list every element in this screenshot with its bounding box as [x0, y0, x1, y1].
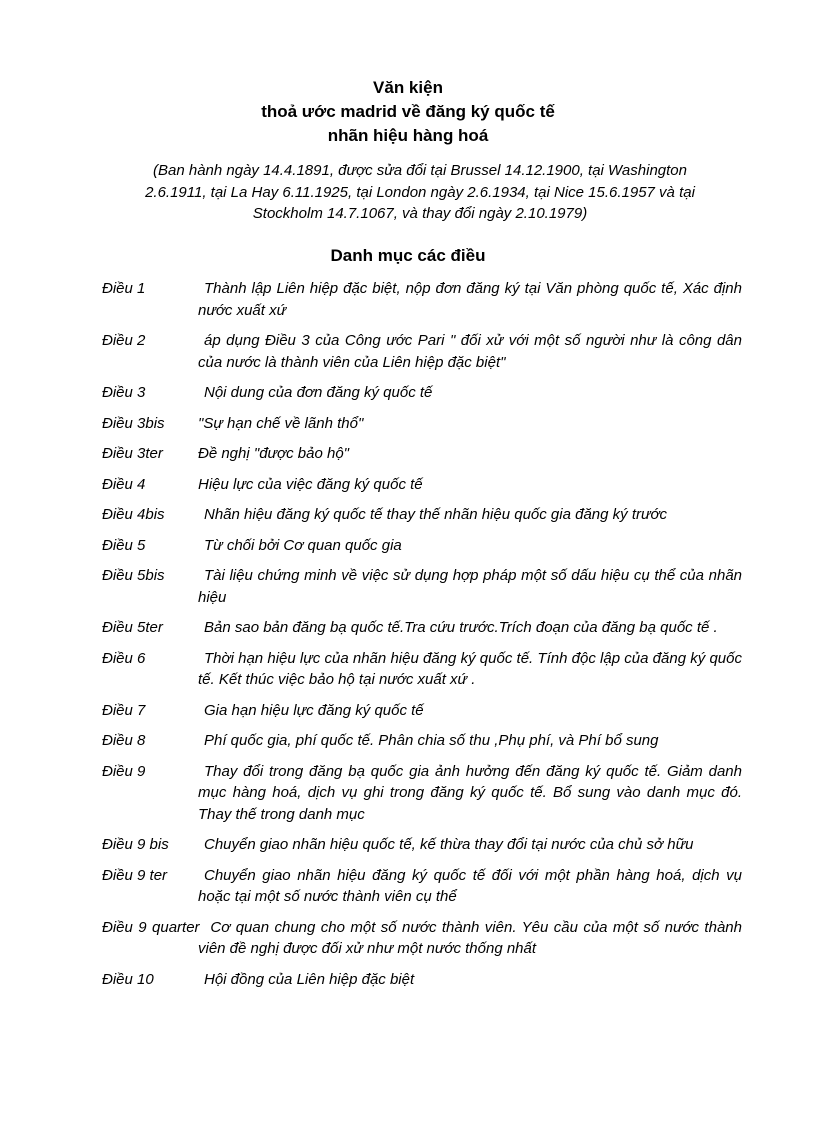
toc-row	[102, 834, 742, 856]
article-number: Điều 2	[102, 332, 146, 349]
toc-row	[102, 278, 742, 321]
toc-row	[102, 413, 742, 435]
article-number: Điều 8	[102, 732, 146, 749]
article-number: Điều 3	[102, 384, 146, 401]
article-number: Điều 5	[102, 536, 146, 554]
article-number: Điều 3bis	[102, 414, 165, 432]
article-number: Điều 4	[102, 475, 146, 493]
article-title: "Sự hạn chế về lãnh thổ"	[198, 414, 364, 432]
article-number: Điều 6	[102, 649, 146, 667]
article-number: Điều 9 bis	[102, 836, 169, 853]
article-title: Chuyển giao nhãn hiệu quốc tế, kế thừa thay đổi tại nước của chủ sở hữu	[204, 836, 694, 853]
toc-row	[102, 504, 742, 526]
toc-row	[102, 565, 742, 608]
article-title: Phí quốc gia, phí quốc tế. Phân chia số thu ,Phụ phí, và Phí bổ sung	[204, 732, 659, 749]
article-title: Hội đồng của Liên hiệp đặc biệt	[204, 970, 415, 988]
toc-row	[102, 443, 742, 465]
article-number: Điều 10	[102, 970, 154, 988]
toc-row	[102, 382, 742, 404]
article-title: áp dụng Điều 3 của Công ước Pari " đối xử với một số người như là công dân của nước là thành viên của Liên hiệp đặc biệt"	[198, 332, 742, 371]
article-title: Chuyển giao nhãn hiệu đăng ký quốc tế đối với một phần hàng hoá, dịch vụ hoặc tại một số nước thành viên cụ thể	[198, 866, 742, 905]
article-number: Điều 4bis	[102, 506, 165, 523]
article-title: Đề nghị "được bảo hộ"	[198, 445, 349, 462]
article-number: Điều 5bis	[102, 567, 165, 584]
article-title: Nhãn hiệu đăng ký quốc tế thay thế nhãn hiệu quốc gia đăng ký trước	[204, 506, 668, 523]
document-subtitle	[100, 160, 740, 225]
title-line-1: Văn kiện	[373, 78, 443, 97]
article-number: Điều 5ter	[102, 619, 163, 636]
article-number: Điều 7	[102, 701, 146, 719]
article-number: Điều 3ter	[102, 445, 163, 462]
toc-row	[102, 330, 742, 373]
article-number: Điều 9	[102, 762, 146, 780]
article-title: Thay đổi trong đăng bạ quốc gia ảnh hưởng đến đăng ký quốc tế. Giảm danh mục hàng hoá, dịch vụ ghi trong đăng ký quốc tế. Bổ sung vào danh mục đó. Thay thế trong danh mục	[198, 762, 742, 823]
toc-row	[102, 617, 742, 639]
article-number: Điều 9 quarter	[102, 918, 200, 936]
article-title	[102, 917, 742, 960]
article-number: Điều 1	[102, 280, 146, 297]
article-title-text: Cơ quan chung cho một số nước thành viên. Yêu cầu của một số nước thành viên đề nghị được đối xử như một nước thống nhất	[198, 918, 742, 957]
article-title: Hiệu lực của việc đăng ký quốc tế	[198, 475, 423, 493]
article-number: Điều 9 ter	[102, 866, 168, 884]
toc-row	[102, 917, 742, 960]
article-title: Bản sao bản đăng bạ quốc tế.Tra cứu trước.Trích đoạn của đăng bạ quốc tế .	[204, 619, 718, 636]
article-title: Từ chối bởi Cơ quan quốc gia	[204, 536, 402, 554]
toc-list	[102, 278, 742, 999]
toc-row	[102, 535, 742, 557]
title-line-2: thoả ước madrid về đăng ký quốc tế	[261, 102, 555, 121]
toc-row	[102, 648, 742, 691]
toc-heading: Danh mục các điều	[330, 246, 486, 265]
article-title: Gia hạn hiệu lực đăng ký quốc tế	[204, 701, 424, 719]
document-title	[0, 76, 816, 148]
toc-row	[102, 474, 742, 496]
toc-row	[102, 761, 742, 826]
toc-row	[102, 865, 742, 908]
article-title: Tài liệu chứng minh về việc sử dụng hợp pháp một số dấu hiệu cụ thể của nhãn hiệu	[198, 567, 742, 606]
toc-row	[102, 730, 742, 752]
toc-row	[102, 700, 742, 722]
article-title: Thời hạn hiệu lực của nhãn hiệu đăng ký quốc tế. Tính độc lập của đăng ký quốc tế. Kết thúc việc bảo hộ tại nước xuất xứ .	[198, 649, 742, 688]
article-title: Nội dung của đơn đăng ký quốc tế	[204, 384, 433, 401]
article-title: Thành lập Liên hiệp đặc biệt, nộp đơn đăng ký tại Văn phòng quốc tế, Xác định nước xuất xứ	[198, 280, 742, 319]
subtitle-line-1: (Ban hành ngày 14.4.1891, được sửa đổi tại Brussel 14.12.1900, tại Washington	[153, 162, 687, 179]
subtitle-line-2: 2.6.1911, tại La Hay 6.11.1925, tại London ngày 2.6.1934, tại Nice 15.6.1957 và tại	[145, 183, 695, 201]
title-line-3: nhãn hiệu hàng hoá	[327, 126, 489, 145]
subtitle-line-3: Stockholm 14.7.1067, và thay đổi ngày 2.10.1979)	[252, 205, 588, 222]
toc-row	[102, 969, 742, 991]
